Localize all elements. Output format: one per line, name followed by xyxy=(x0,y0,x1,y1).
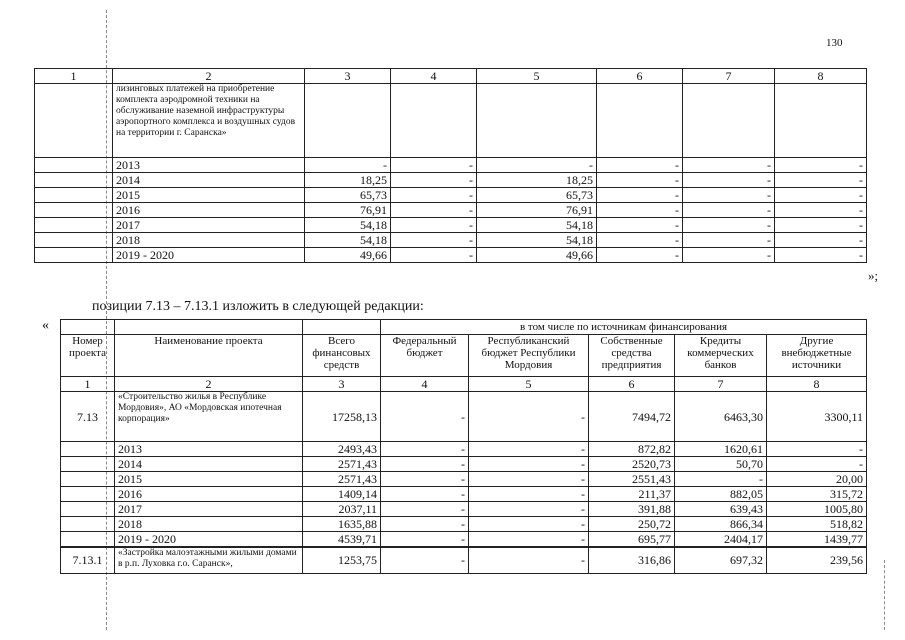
value-cell: - xyxy=(775,188,867,203)
year-cell: 2018 xyxy=(113,233,305,248)
value-cell: 3300,11 xyxy=(767,392,867,442)
projects-table xyxy=(60,319,867,574)
value-cell: - xyxy=(391,203,477,218)
value-cell: 866,34 xyxy=(675,517,767,532)
value-cell: 250,72 xyxy=(589,517,675,532)
value-cell: 1620,61 xyxy=(675,442,767,457)
col-number: 7 xyxy=(683,69,775,84)
value-cell: - xyxy=(469,517,589,532)
column-number-row xyxy=(35,69,867,84)
value-cell: - xyxy=(391,248,477,263)
table-row xyxy=(35,188,867,203)
value-cell: 2493,43 xyxy=(303,442,381,457)
value-cell: 2037,11 xyxy=(303,502,381,517)
value-cell: - xyxy=(391,218,477,233)
value-cell: - xyxy=(469,532,589,548)
value-cell: - xyxy=(597,203,683,218)
value-cell: - xyxy=(391,158,477,173)
value-cell: 1439,77 xyxy=(767,532,867,548)
year-cell: 2019 - 2020 xyxy=(113,248,305,263)
year-cell: 2017 xyxy=(115,502,303,517)
value-cell: 697,32 xyxy=(675,547,767,573)
value-cell: - xyxy=(683,218,775,233)
project-name: «Застройка малоэтажными жилыми домами в р.п. Луховка г.о. Саранск», xyxy=(115,547,303,573)
col-number: 5 xyxy=(469,377,589,392)
value-cell: 316,86 xyxy=(589,547,675,573)
value-cell: 2520,73 xyxy=(589,457,675,472)
value-cell: - xyxy=(597,173,683,188)
group-header-row xyxy=(61,320,867,335)
value-cell: 7494,72 xyxy=(589,392,675,442)
closing-quote: »; xyxy=(868,268,879,283)
value-cell: - xyxy=(391,173,477,188)
value-cell: 2571,43 xyxy=(303,472,381,487)
header-spacer xyxy=(115,320,303,335)
continuation-table xyxy=(34,68,867,263)
value-cell: - xyxy=(469,487,589,502)
year-cell: 2015 xyxy=(113,188,305,203)
value-cell: 1409,14 xyxy=(303,487,381,502)
year-cell: 2018 xyxy=(115,517,303,532)
value-cell: 695,77 xyxy=(589,532,675,548)
value-cell: 18,25 xyxy=(477,173,597,188)
header-project-number: Номер проекта xyxy=(61,335,115,377)
value-cell: - xyxy=(767,457,867,472)
page-number: 130 xyxy=(826,37,843,49)
value-cell: 20,00 xyxy=(767,472,867,487)
value-cell: - xyxy=(675,472,767,487)
col-number: 8 xyxy=(775,69,867,84)
value-cell: - xyxy=(469,472,589,487)
table-row xyxy=(35,248,867,263)
value-cell: - xyxy=(683,233,775,248)
value-cell: - xyxy=(683,188,775,203)
project-description: лизинговых платежей на приобретение комплекта аэродромной техники на обслуживание наземной инфраструктуры аэропортного комплекса и воздушных судов на территории г. Саранска» xyxy=(113,84,305,158)
value-cell: 50,70 xyxy=(675,457,767,472)
empty-cell xyxy=(597,84,683,158)
amendment-text: позиции 7.13 – 7.13.1 изложить в следующей редакции: xyxy=(92,299,424,314)
column-number-row xyxy=(61,377,867,392)
value-cell: - xyxy=(381,547,469,573)
table-row xyxy=(61,472,867,487)
value-cell: - xyxy=(477,158,597,173)
value-cell: 54,18 xyxy=(305,218,391,233)
empty-cell xyxy=(391,84,477,158)
value-cell: 76,91 xyxy=(477,203,597,218)
col-number: 3 xyxy=(305,69,391,84)
table-row xyxy=(61,487,867,502)
value-cell: - xyxy=(597,248,683,263)
value-cell: - xyxy=(469,502,589,517)
value-cell: 391,88 xyxy=(589,502,675,517)
value-cell: - xyxy=(305,158,391,173)
value-cell: 639,43 xyxy=(675,502,767,517)
header-other-sources: Другие внебюджетные источники xyxy=(767,335,867,377)
value-cell: - xyxy=(775,218,867,233)
col-number: 2 xyxy=(113,69,305,84)
value-cell: 6463,30 xyxy=(675,392,767,442)
value-cell: - xyxy=(683,248,775,263)
empty-cell xyxy=(775,84,867,158)
year-cell: 2016 xyxy=(115,487,303,502)
header-bank-credits: Кредиты коммерческих банков xyxy=(675,335,767,377)
group-header: в том числе по источникам финансирования xyxy=(381,320,867,335)
col-number: 7 xyxy=(675,377,767,392)
header-spacer xyxy=(303,320,381,335)
value-cell: - xyxy=(775,203,867,218)
col-number: 4 xyxy=(391,69,477,84)
project-number: 7.13.1 xyxy=(61,547,115,573)
value-cell: - xyxy=(381,487,469,502)
value-cell: 49,66 xyxy=(477,248,597,263)
value-cell: - xyxy=(391,188,477,203)
value-cell: 2571,43 xyxy=(303,457,381,472)
value-cell: - xyxy=(381,532,469,548)
value-cell: - xyxy=(597,188,683,203)
year-cell: 2013 xyxy=(115,442,303,457)
column-header-row xyxy=(61,335,867,377)
value-cell: - xyxy=(391,233,477,248)
project-name: «Строительство жилья в Республике Мордовия», АО «Мордовская ипотечная корпорация» xyxy=(115,392,303,442)
value-cell: - xyxy=(597,158,683,173)
value-cell: - xyxy=(381,517,469,532)
project-number: 7.13 xyxy=(61,392,115,442)
col-number: 6 xyxy=(589,377,675,392)
value-cell: 1253,75 xyxy=(303,547,381,573)
value-cell: - xyxy=(469,442,589,457)
empty-cell xyxy=(477,84,597,158)
col-number: 1 xyxy=(35,69,113,84)
value-cell: 18,25 xyxy=(305,173,391,188)
project-row xyxy=(61,547,867,573)
header-total-funds: Всего финансовых средств xyxy=(303,335,381,377)
table-row xyxy=(61,532,867,548)
header-federal-budget: Федеральный бюджет xyxy=(381,335,469,377)
table-row xyxy=(35,203,867,218)
project-row xyxy=(61,392,867,442)
value-cell: 2551,43 xyxy=(589,472,675,487)
table-row xyxy=(61,517,867,532)
value-cell: 518,82 xyxy=(767,517,867,532)
year-cell: 2013 xyxy=(113,158,305,173)
value-cell: - xyxy=(775,173,867,188)
table-row xyxy=(35,218,867,233)
year-cell: 2017 xyxy=(113,218,305,233)
scan-margin-line-right xyxy=(884,560,886,630)
value-cell: 54,18 xyxy=(477,218,597,233)
year-cell: 2014 xyxy=(113,173,305,188)
value-cell: - xyxy=(683,158,775,173)
value-cell: 65,73 xyxy=(477,188,597,203)
table-row xyxy=(61,442,867,457)
value-cell: 1005,80 xyxy=(767,502,867,517)
table-row xyxy=(61,502,867,517)
value-cell: 1635,88 xyxy=(303,517,381,532)
col-number: 3 xyxy=(303,377,381,392)
col-number: 1 xyxy=(61,377,115,392)
header-republican-budget: Республиканский бюджет Республики Мордовия xyxy=(469,335,589,377)
header-project-name: Наименование проекта xyxy=(115,335,303,377)
value-cell: - xyxy=(683,203,775,218)
empty-cell xyxy=(305,84,391,158)
year-cell: 2014 xyxy=(115,457,303,472)
col-number: 6 xyxy=(597,69,683,84)
opening-quote: « xyxy=(42,318,49,333)
value-cell: 4539,71 xyxy=(303,532,381,548)
value-cell: - xyxy=(469,392,589,442)
value-cell: - xyxy=(469,547,589,573)
table-row xyxy=(35,173,867,188)
value-cell: 17258,13 xyxy=(303,392,381,442)
value-cell: - xyxy=(597,218,683,233)
value-cell: - xyxy=(775,248,867,263)
value-cell: - xyxy=(597,233,683,248)
value-cell: - xyxy=(469,457,589,472)
col-number: 2 xyxy=(115,377,303,392)
col-number: 5 xyxy=(477,69,597,84)
value-cell: - xyxy=(381,457,469,472)
value-cell: 49,66 xyxy=(305,248,391,263)
value-cell: 872,82 xyxy=(589,442,675,457)
col-number: 8 xyxy=(767,377,867,392)
value-cell: - xyxy=(381,502,469,517)
empty-cell xyxy=(683,84,775,158)
year-cell: 2016 xyxy=(113,203,305,218)
header-spacer xyxy=(61,320,115,335)
value-cell: - xyxy=(381,472,469,487)
table-row xyxy=(35,158,867,173)
col-number: 4 xyxy=(381,377,469,392)
empty-cell xyxy=(35,84,113,158)
year-cell: 2015 xyxy=(115,472,303,487)
value-cell: 315,72 xyxy=(767,487,867,502)
description-row xyxy=(35,84,867,158)
value-cell: 54,18 xyxy=(305,233,391,248)
value-cell: - xyxy=(775,158,867,173)
value-cell: 882,05 xyxy=(675,487,767,502)
header-own-funds: Собственные средства предприятия xyxy=(589,335,675,377)
value-cell: - xyxy=(775,233,867,248)
value-cell: 54,18 xyxy=(477,233,597,248)
value-cell: 211,37 xyxy=(589,487,675,502)
value-cell: 76,91 xyxy=(305,203,391,218)
table-row xyxy=(35,233,867,248)
value-cell: 239,56 xyxy=(767,547,867,573)
table-row xyxy=(61,457,867,472)
value-cell: - xyxy=(683,173,775,188)
value-cell: 65,73 xyxy=(305,188,391,203)
value-cell: - xyxy=(767,442,867,457)
value-cell: - xyxy=(381,392,469,442)
value-cell: 2404,17 xyxy=(675,532,767,548)
value-cell: - xyxy=(381,442,469,457)
year-cell: 2019 - 2020 xyxy=(115,532,303,548)
